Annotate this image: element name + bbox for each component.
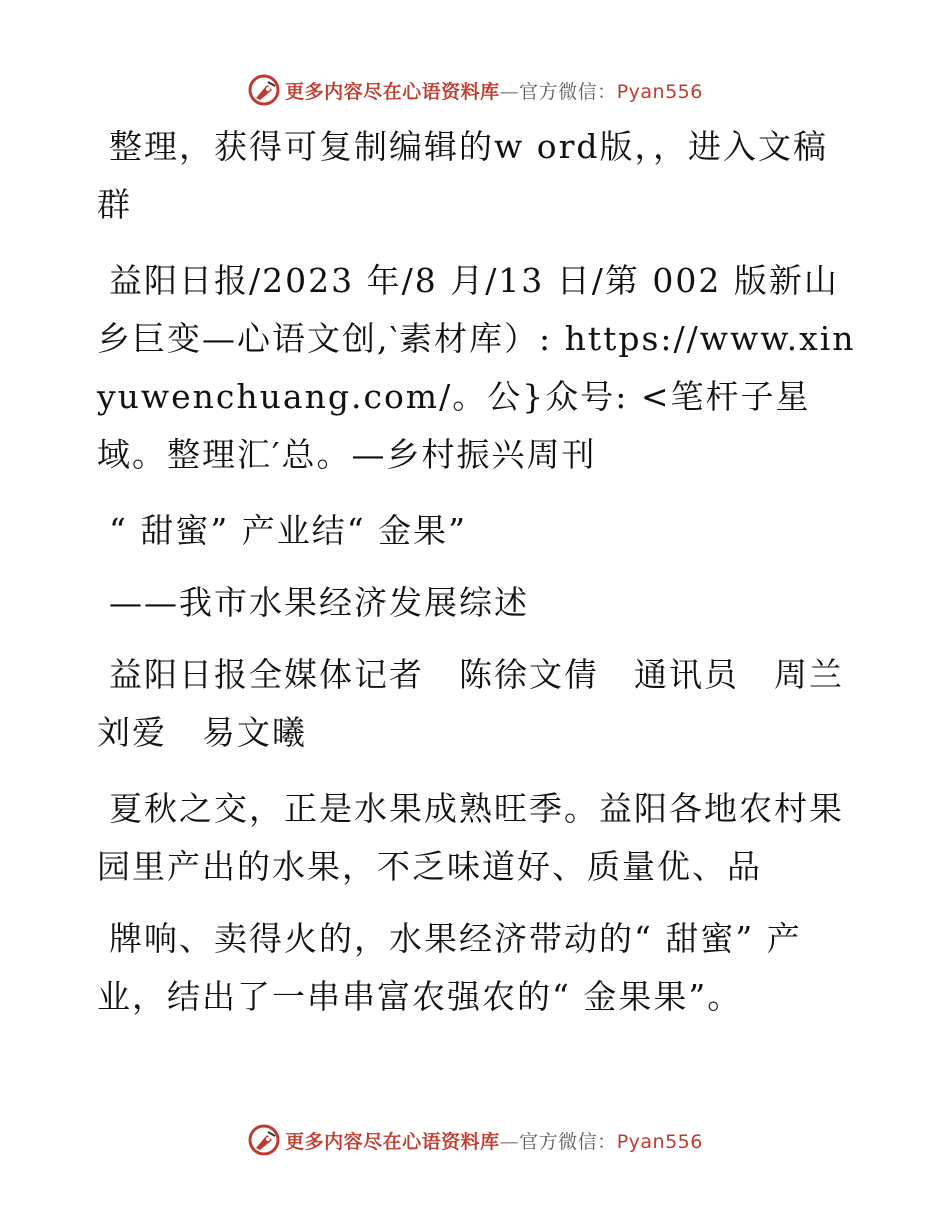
- paragraph-intro: 整理，获得可复制编辑的w ord版，，进入文稿群: [97, 127, 829, 224]
- banner-main-text: 更多内容尽在心语资料库: [285, 1130, 500, 1153]
- footer-banner: [0, 1122, 950, 1158]
- pen-nib-icon: [247, 73, 281, 107]
- header-banner: [0, 72, 950, 108]
- paragraph-source: 益阳日报/2023 年/8 月/13 日/第 002 版新山乡巨变—心语文创,‵素材库）: https://www.xinyuwenchuang.com/。公}众号: <笔杆子星域。整理汇′总。—乡村振兴周刊: [97, 261, 856, 474]
- banner-text: [285, 77, 703, 104]
- banner-contact-id: Pyan556: [616, 1130, 703, 1153]
- banner-contact-label: 官方微信：: [519, 1130, 617, 1153]
- banner-text: [285, 1127, 703, 1154]
- article-byline: 益阳日报全媒体记者 陈徐文倩 通讯员 周兰刘爱 易文曦: [97, 655, 844, 752]
- pen-nib-icon: [247, 1123, 281, 1157]
- paragraph-body-1: 夏秋之交，正是水果成熟旺季。益阳各地农村果园里产出的水果，不乏味道好、质量优、品: [97, 789, 844, 886]
- article-subtitle: ——我市水果经济发展综述: [109, 583, 529, 622]
- banner-separator: —: [499, 1130, 520, 1153]
- banner-contact-id: Pyan556: [616, 80, 703, 103]
- banner-contact-label: 官方微信：: [519, 80, 617, 103]
- paragraph-body-2: 牌响、卖得火的，水果经济带动的“ 甜蜜” 产业，结出了一串串富农强农的“ 金果果”。: [97, 919, 802, 1016]
- banner-main-text: 更多内容尽在心语资料库: [285, 80, 500, 103]
- article-title: “ 甜蜜” 产业结“ 金果”: [109, 511, 467, 550]
- document-body: [97, 118, 857, 1044]
- banner-separator: —: [499, 80, 520, 103]
